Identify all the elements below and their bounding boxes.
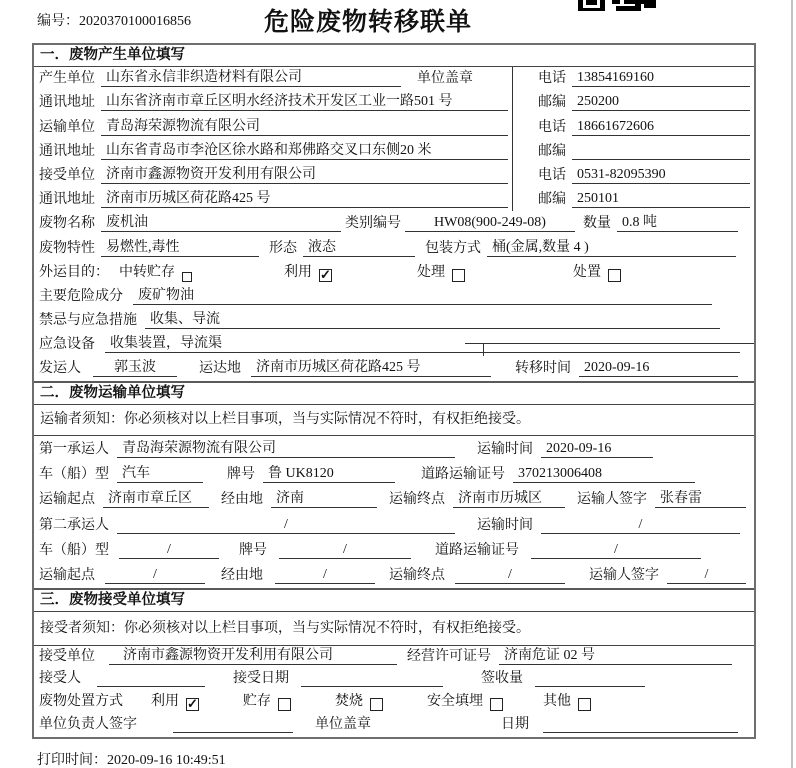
plate-value: /: [279, 541, 411, 559]
vehicle-type-label: 车（船）型: [39, 467, 109, 483]
row-contraindication: [34, 309, 754, 333]
purpose-label: 外运目的：: [39, 264, 109, 280]
accept-unit-value: 济南市鑫源物资开发利用有限公司: [109, 647, 397, 665]
disposal-option: [151, 693, 199, 710]
page-edge-line: [791, 0, 793, 768]
received-qty-label: 签收量: [481, 671, 523, 687]
quantity-value: 0.8 吨: [617, 214, 738, 232]
row-receiver: [34, 164, 754, 188]
transporter-value: 青岛海荣源物流有限公司: [101, 118, 508, 136]
endpoint-value: /: [455, 566, 565, 584]
transport-time-value: 2020-09-16: [541, 440, 653, 458]
phone-value: 18661672606: [572, 118, 750, 136]
endpoint-value: 济南市历城区: [453, 490, 565, 508]
row-accept-unit: [34, 646, 754, 669]
checkbox-icon: [278, 698, 291, 711]
transporter-label: 运输单位: [39, 119, 95, 135]
transport-time-label: 运输时间: [477, 517, 533, 533]
section1-title: 一．废物产生单位填写: [34, 45, 754, 67]
address-label: 通讯地址: [39, 192, 95, 208]
receiver-label: 接受单位: [39, 167, 95, 183]
section3-title: 三．废物接受单位填写: [34, 590, 754, 612]
vehicle-type-value: 汽车: [117, 465, 203, 483]
permit-value: 济南危证 02 号: [499, 647, 732, 665]
origin-label: 运输起点: [39, 492, 95, 508]
row-receiver-address: [34, 188, 754, 212]
option-label: 安全填埋: [427, 694, 483, 709]
address-label: 通讯地址: [39, 143, 95, 159]
carrier-sign-value: /: [667, 566, 746, 584]
hazard-label: 主要危险成分: [39, 288, 123, 304]
purpose-option: [284, 264, 332, 281]
row-second-carrier: [34, 512, 754, 537]
origin-value: /: [105, 566, 205, 584]
endpoint-label: 运输终点: [389, 568, 445, 584]
zip-value: 250101: [572, 190, 750, 208]
disposal-option: [335, 693, 383, 710]
unit-seal-label: 单位盖章: [315, 716, 371, 732]
waste-name-label: 废物名称: [39, 216, 95, 232]
serial-value: 2020370100016856: [79, 14, 191, 29]
row-responsible-sign: [34, 714, 754, 737]
row-emergency-equipment: [34, 333, 754, 357]
via-label: 经由地: [221, 568, 263, 584]
producer-label: 产生单位: [39, 71, 95, 87]
phone-label: 电话: [538, 167, 566, 183]
received-qty-value: [535, 670, 645, 687]
carrier-sign-label: 运输人签字: [577, 492, 647, 508]
unit-seal-label: 单位盖章: [417, 71, 473, 87]
section-producer: [34, 45, 754, 381]
checkbox-icon: [319, 269, 332, 282]
row-vehicle1: [34, 462, 754, 487]
origin-label: 运输起点: [39, 568, 95, 584]
qr-code-fragment: [578, 0, 660, 12]
transfer-time-value: 2020-09-16: [579, 359, 738, 377]
phone-label: 电话: [538, 71, 566, 87]
option-label: 处置: [573, 264, 601, 280]
row-vehicle2: [34, 538, 754, 563]
plate-label: 牌号: [239, 542, 267, 558]
purpose-option: [417, 264, 465, 281]
option-label: 贮存: [243, 694, 271, 709]
category-label: 类别编号: [345, 216, 401, 232]
road-license-value: 370213006408: [513, 465, 695, 483]
row-producer: [34, 67, 754, 91]
form-frame: [32, 43, 756, 739]
responsible-sign-value: [173, 716, 293, 733]
print-time-label: 打印时间：: [37, 753, 107, 768]
contraindication-value: 收集、导流: [145, 311, 720, 329]
checkbox-icon: [370, 698, 383, 711]
checkbox-icon: [578, 698, 591, 711]
transfer-time-label: 转移时间: [515, 361, 571, 377]
via-label: 经由地: [221, 492, 263, 508]
consignor-value: 郭玉波: [93, 359, 177, 377]
checkbox-icon: [182, 272, 192, 282]
address-value: 济南市历城区荷花路425 号: [101, 190, 508, 208]
serial-label: 编号：: [37, 14, 79, 29]
row-disposal-method: [34, 691, 754, 714]
row-consignor: [34, 357, 754, 381]
row-transfer-purpose: [34, 261, 754, 285]
option-label: 利用: [151, 694, 179, 709]
checkbox-icon: [608, 269, 621, 282]
row-acceptor: [34, 669, 754, 692]
transport-time-label: 运输时间: [477, 441, 533, 457]
receiver-notice: 接受者须知：你必须核对以上栏目事项，当与实际情况不符时，有权拒绝接受。: [34, 612, 754, 646]
option-label: 利用: [284, 264, 312, 280]
plate-label: 牌号: [227, 467, 255, 483]
checkbox-icon: [186, 698, 199, 711]
phone-value: 0531-82095390: [572, 166, 750, 184]
characteristics-label: 废物特性: [39, 240, 95, 256]
carrier-sign-value: 张春雷: [655, 490, 746, 508]
packaging-value: 桶(金属,数量 4 ): [487, 239, 736, 257]
accept-date-value: [301, 670, 443, 687]
responsible-sign-label: 单位负责人签字: [39, 716, 137, 732]
contraindication-label: 禁忌与应急措施: [39, 313, 137, 329]
table-line-artifact: [483, 343, 484, 356]
page-title: 危险废物转移联单: [263, 9, 472, 36]
print-time: [37, 749, 226, 768]
plate-value: 鲁 UK8120: [263, 465, 395, 483]
row-transporter: [34, 115, 754, 139]
destination-value: 济南市历城区荷花路425 号: [251, 359, 491, 377]
packaging-label: 包装方式: [425, 240, 481, 256]
column-divider: [512, 67, 513, 211]
carrier2-label: 第二承运人: [39, 517, 109, 533]
accept-unit-label: 接受单位: [39, 648, 95, 664]
option-label: 其他: [543, 694, 571, 709]
characteristics-value: 易燃性,毒性: [101, 239, 259, 257]
row-route1: [34, 487, 754, 512]
row-waste-name: [34, 212, 754, 236]
disposal-label: 废物处置方式: [39, 694, 123, 709]
phone-label: 电话: [538, 119, 566, 135]
address-value: 山东省济南市章丘区明水经济技术开发区工业一路501 号: [101, 93, 508, 111]
carrier2-value: /: [117, 516, 455, 534]
via-value: /: [275, 566, 375, 584]
zip-label: 邮编: [538, 192, 566, 208]
category-value: HW08(900-249-08): [405, 214, 575, 232]
section-receiver: [34, 588, 754, 736]
endpoint-label: 运输终点: [389, 492, 445, 508]
carrier-sign-label: 运输人签字: [589, 568, 659, 584]
row-first-carrier: [34, 436, 754, 461]
equipment-value: 收集装置，导流渠: [105, 335, 740, 353]
zip-label: 邮编: [538, 95, 566, 111]
disposal-option: [543, 693, 591, 710]
checkbox-icon: [452, 269, 465, 282]
section2-title: 二．废物运输单位填写: [34, 383, 754, 405]
vehicle-type-value: /: [119, 541, 219, 559]
purpose-option: [119, 264, 192, 281]
form-label: 形态: [269, 240, 297, 256]
form-value: 液态: [303, 239, 415, 257]
acceptor-label: 接受人: [39, 671, 81, 687]
option-label: 焚烧: [335, 694, 363, 709]
transporter-notice: 运输者须知：你必须核对以上栏目事项，当与实际情况不符时，有权拒绝接受。: [34, 405, 754, 436]
road-license-label: 道路运输证号: [421, 467, 505, 483]
zip-label: 邮编: [538, 143, 566, 159]
zip-value: [572, 143, 750, 160]
option-label: 处理: [417, 264, 445, 280]
equipment-label: 应急设备: [39, 337, 95, 353]
waste-name-value: 废机油: [101, 214, 341, 232]
origin-value: 济南市章丘区: [103, 490, 209, 508]
vehicle-type-label: 车（船）型: [39, 542, 109, 558]
row-transporter-address: [34, 140, 754, 164]
zip-value: 250200: [572, 93, 750, 111]
table-line-artifact: [465, 343, 754, 344]
permit-label: 经营许可证号: [407, 648, 491, 664]
address-label: 通讯地址: [39, 95, 95, 111]
disposal-option: [427, 693, 503, 710]
option-label: 中转贮存: [119, 264, 175, 280]
sign-date-label: 日期: [501, 716, 529, 732]
transport-time-value: /: [541, 516, 740, 534]
carrier1-value: 青岛海荣源物流有限公司: [117, 440, 455, 458]
acceptor-value: [97, 670, 205, 687]
checkbox-icon: [490, 698, 503, 711]
row-hazard-components: [34, 285, 754, 309]
carrier1-label: 第一承运人: [39, 441, 109, 457]
destination-label: 运达地: [199, 361, 241, 377]
quantity-label: 数量: [583, 216, 611, 232]
receiver-value: 济南市鑫源物资开发利用有限公司: [101, 166, 508, 184]
row-route2: [34, 563, 754, 588]
address-value: 山东省青岛市李沧区徐水路和郑佛路交叉口东侧20 米: [101, 142, 508, 160]
accept-date-label: 接受日期: [233, 671, 289, 687]
producer-value: 山东省永信非织造材料有限公司: [101, 69, 401, 87]
via-value: 济南: [271, 490, 377, 508]
disposal-option: [243, 693, 291, 710]
phone-value: 13854169160: [572, 69, 750, 87]
consignor-label: 发运人: [39, 361, 81, 377]
sign-date-value: [543, 716, 738, 733]
road-license-label: 道路运输证号: [435, 542, 519, 558]
row-waste-characteristics: [34, 236, 754, 260]
hazard-value: 废矿物油: [133, 287, 712, 305]
section-transporter: [34, 381, 754, 588]
print-time-value: 2020-09-16 10:49:51: [107, 753, 226, 768]
row-producer-address: [34, 91, 754, 115]
road-license-value: /: [531, 541, 701, 559]
purpose-option: [573, 264, 621, 281]
